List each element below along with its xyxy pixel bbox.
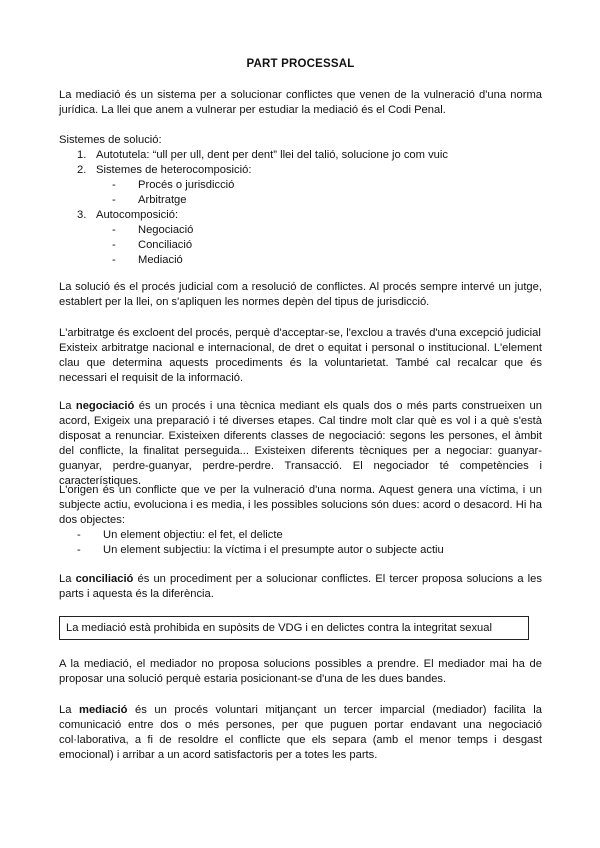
intro-paragraph: La mediació és un sistema per a solucionar conflictes que venen de la vulneració d'una norma jurídica. La llei que anem a vulnerar per estudiar la mediació és el Codi Penal. xyxy=(59,89,542,116)
objecte-item: - Un element objectiu: el fet, el delicte xyxy=(77,529,283,541)
boxed-note: La mediació està prohibida en supòsits de VDG i en delictes contra la integritat sexual xyxy=(59,616,529,640)
solucio-paragraph: La solució és el procés judicial com a resolució de conflictes. Al procés sempre intervé un jutge, establert per la llei, on s'apliquen les normes depèn del tipus de jurisdicció. xyxy=(59,281,542,308)
sub-list-item: - Mediació xyxy=(112,254,183,266)
list-item: 3. Autocomposició: xyxy=(77,209,179,221)
sub-list-item: - Procés o jurisdicció xyxy=(112,179,235,191)
conciliacio-paragraph: La conciliació és un procediment per a solucionar conflictes. El tercer proposa solucions a les parts i aquesta és la diferència. xyxy=(59,573,542,600)
objecte-item: - Un element subjectiu: la víctima i el presumpte autor o subjecte actiu xyxy=(77,544,444,556)
mediacio-paragraph: La mediació és un procés voluntari mitjançant un tercer imparcial (mediador) facilita la comunicació entre dos o més persones, per que puguen portar endavant una negociació col·laborativa, a fi de resoldre el conflicte que els separa (amb el menor temps i desgast emocional) i arribar a un acord satisfactoris per a totes les parts. xyxy=(59,704,542,761)
sub-list-item: - Arbitratge xyxy=(112,194,187,206)
page-title: PART PROCESSAL xyxy=(246,58,355,70)
systems-heading: Sistemes de solució: xyxy=(59,134,162,146)
arbitratge-paragraph: Existeix arbitratge nacional e internacional, de dret o equitat i personal o institucional. L'element clau que determina aquests procediments és la voluntarietat. També cal recalcar que és necessari el requisit de la informació. xyxy=(59,342,542,384)
sub-list-item: - Negociació xyxy=(112,224,194,236)
list-item: 2. Sistemes de heterocomposició: xyxy=(77,164,252,176)
origen-paragraph: L'origen és un conflicte que ve per la vulneració d'una norma. Aquest genera una víctima, i un subjecte actiu, evoluciona i es media, i les possibles solucions són dues: acord o desacord. Hi ha dos objectes: xyxy=(59,484,542,526)
negociacio-paragraph: La negociació és un procés i una tècnica mediant els quals dos o més parts construeixen un acord, Exigeix una preparació i té diverses etapes. Cal tindre molt clar què es vol i a què s'està disposat a renunciar. Existeixen diferents classes de negociació: segons les persones, el àmbit del conflicte, la finalitat perseguida... Existeixen diferents tècniques per a negociar: guanyar-guanyar, perdre-guanyar, perdre-perdre. Transacció. El negociador té competències i característiques. xyxy=(59,400,542,487)
sub-list-item: - Conciliació xyxy=(112,239,193,251)
arbitratge-line: L'arbitratge és excloent del procés, perquè d'acceptar-se, l'exclou a través d'una excepció judicial xyxy=(59,327,541,339)
term-conciliacio: conciliació xyxy=(75,573,134,585)
list-item: 1. Autotutela: “ull per ull, dent per dent” llei del talió, solucione jo com vuic xyxy=(77,149,448,161)
term-negociacio: negociació xyxy=(75,400,135,412)
term-mediacio: mediació xyxy=(79,704,128,716)
mediador-paragraph: A la mediació, el mediador no proposa solucions possibles a prendre. El mediador mai ha de proposar una solució perquè estaria posicionant-se d'una de les dues bandes. xyxy=(59,658,542,685)
